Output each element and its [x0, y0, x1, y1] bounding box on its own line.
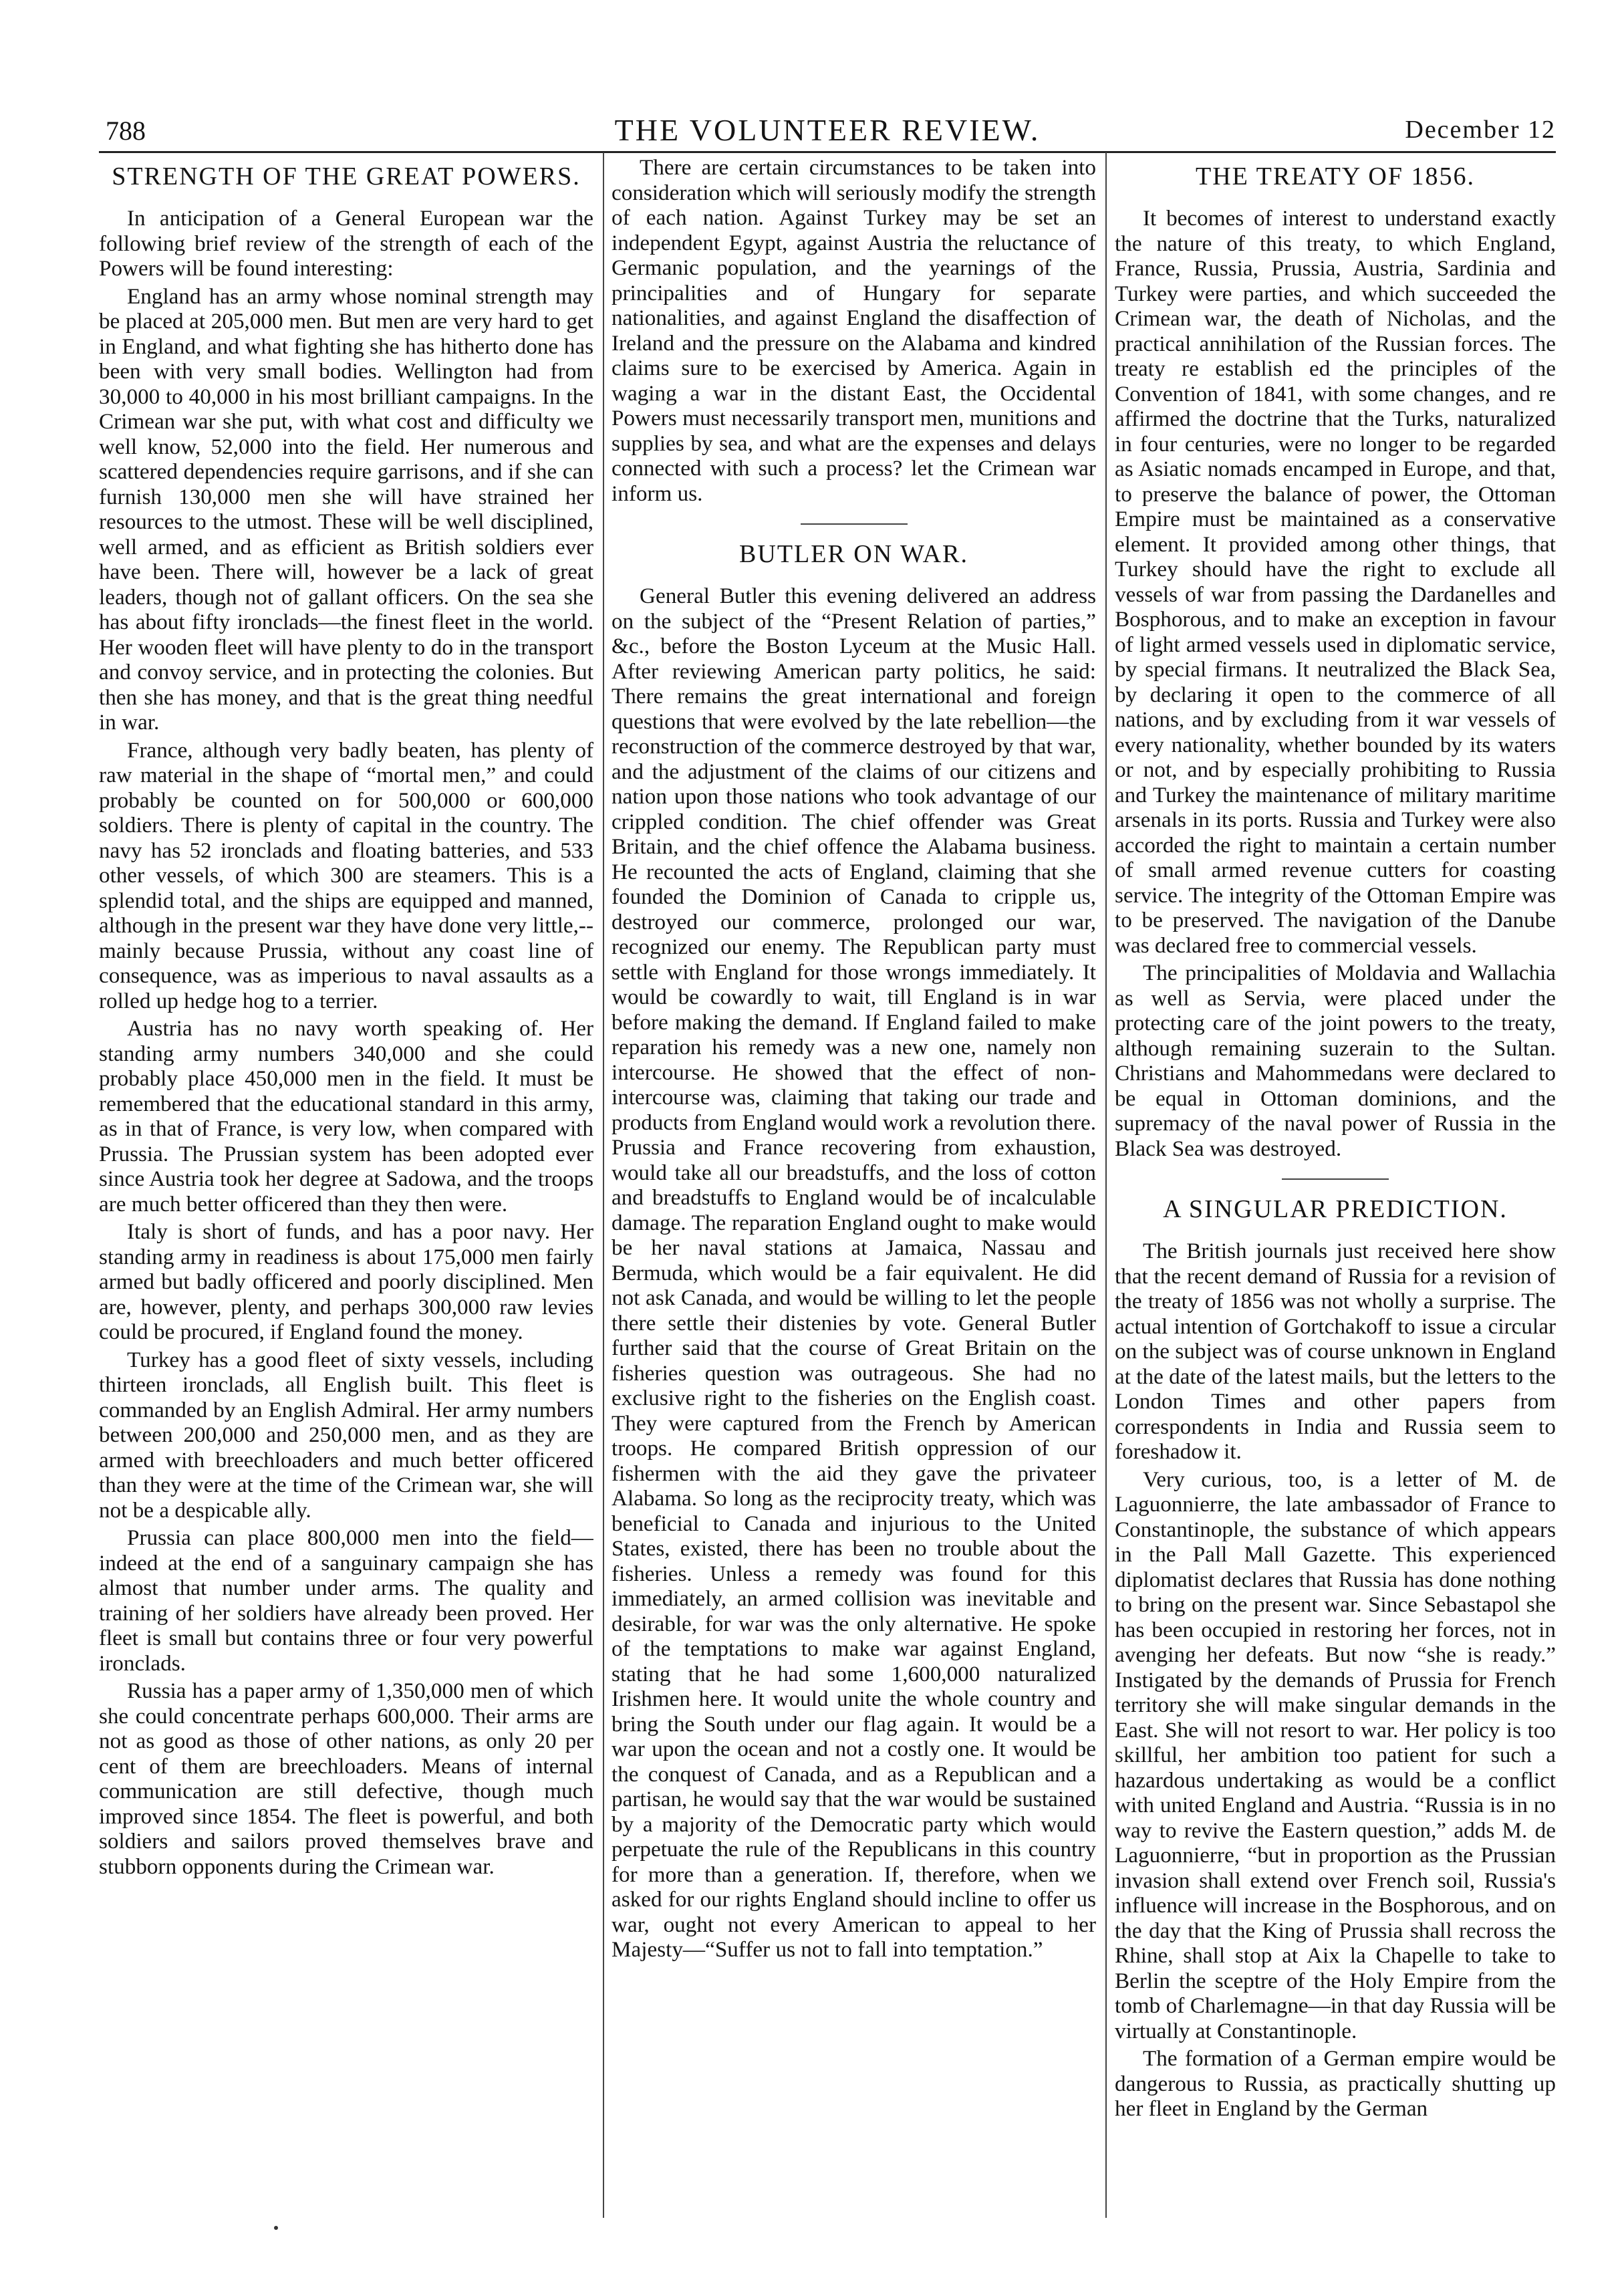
column-divider — [1105, 152, 1107, 2218]
article-paragraph: Very curious, too, is a letter of M. de Laguonnierre, the late ambassador of France to Constantinople, the substance of which appears in the Pall Mall Gazette. This experienced diplomatist declares that Russia has done nothing to bring on the present war. Since Sebastapol she has been occupied in restoring her forces, not in avenging her defeats. But now “she is ready.” Instigated by the demands of Prussia for French territory she will make singular demands in the East. She will not resort to war. Her policy is too skillful, her ambition too patient for such a hazardous undertaking as would be a conflict with united England and Austria. “Russia is in no way to revive the Eastern question,” adds M. de Laguonnierre, “but in proportion as the Prussian invasion shall extend over French soil, Russia's influence will increase in the Bosphorous, and on the day that the King of Prussia shall recross the Rhine, shall stop at Aix la Chapelle to take to Berlin the sceptre of the Holy Empire from the tomb of Charlemagne—in that day Russia will be virtually at Constantinople. — [1115, 1467, 1556, 2043]
article-paragraph: France, although very badly beaten, has plenty of raw material in the shape of “mortal men,” and could probably be counted on for 500,000 or 600,000 soldiers. There is plenty of capital in the country. The navy has 52 ironclads and floating batteries, and 533 other vessels, of which 300 are steamers. This is a splendid total, and the ships are equipped and manned, although in the present war they have done very little,--mainly because Prussia, without any coast line of consequence, was as imperious to naval assaults as a rolled up hedge hog to a terrier. — [99, 737, 593, 1013]
article-heading: STRENGTH OF THE GREAT POWERS. — [112, 162, 581, 191]
article-paragraph: Prussia can place 800,000 men into the field—indeed at the end of a sanguinary campaign she has almost that number under arms. The quality and training of her soldiers have already been proved. Her fleet is small but contains three or four very powerful ironclads. — [99, 1525, 593, 1676]
article-paragraph: The British journals just received here show that the recent demand of Russia for a revision of the treaty of 1856 was not wholly a surprise. The actual intention of Gortchakoff to issue a circular on the subject was of course unknown in England at the date of the latest mails, but the letters to the London Times and other papers from correspondents in India and Russia seem to foreshadow it. — [1115, 1239, 1556, 1464]
article-paragraph: There are certain circumstances to be taken into consideration which will seriously modify the strength of each nation. Against Turkey may be set an independent Egypt, against Austria the reluctance of Germanic population, and the yearnings of the principalities and of Hungary for separate nationalities, and against England the disaffection of Ireland and the pressure on the Alabama and kindred claims sure to be exercised by America. Again in waging a war in the distant East, the Occidental Powers must necessarily transport men, munitions and supplies by sea, and what are the expenses and delays connected with such a process? let the Crimean war inform us. — [612, 155, 1096, 506]
article-paragraph: The formation of a German empire would be dangerous to Russia, as practically shutting up her fleet in England by the German — [1115, 2046, 1556, 2121]
page-header — [99, 112, 1556, 152]
article-paragraph: General Butler this evening delivered an address on the subject of the “Present Relation of parties,” &c., before the Boston Lyceum at the Music Hall. After reviewing American party politics, he said: There remains the great international and foreign questions that were evolved by the late rebellion—the reconstruction of the commerce destroyed by that war, and the adjustment of the claims of our citizens and nation upon those nations who took advantage of our crippled condition. The chief offender was Great Britain, and the chief offence the Alabama business. He recounted the acts of England, claiming that she founded the Dominion of Canada to cripple us, destroyed our commerce, prolonged our war, recognized our enemy. The Republican party must settle with England for those wrongs immediately. It would be cowardly to wait, till England is in war before making the demand. If England failed to make reparation his remedy was a new one, namely non intercourse. He showed that the effect of non-intercourse was, claiming that taking our trade and products from England would work a revolution there. Prussia and France recovering from exhaustion, would take all our breadstuffs, and the loss of cotton and breadstuffs to England would be of incalculable damage. The reparation England ought to make would be her naval stations at Jamaica, Nassau and Bermuda, which would be a fair equivalent. He did not ask Canada, and would be willing to let the people there settle their distenies by vote. General Butler further said that the course of Great Britain on the fisheries question was outrageous. She had no exclusive right to the fisheries on the English coast. They were captured from the French by American troops. He compared British oppression of our fishermen with the aid they gave the privateer Alabama. So long as the reciprocity treaty, which was beneficial to Canada and injurious to the United States, existed, there has been no trouble about the fisheries. Unless a remedy was found for this immediately, an armed collision was inevitable and desirable, for war was the only alternative. He spoke of the temptations to make war against England, stating that he had some 1,600,000 naturalized Irishmen here. It would unite the whole country and bring the South under our flag again. It would be a war upon the ocean and not a costly one. It would be the conquest of Canada, and as a Republican and a partisan, he would say that the war would be sustained by a majority of the Democratic party which would perpetuate the rule of the Republicans in this country for more than a generation. If, therefore, when we asked for our rights England should incline to offer us war, ought not every American to appeal to her Majesty—“Suffer us not to fall into temptation.” — [612, 584, 1096, 1962]
column-3 — [1115, 155, 1556, 2214]
article-paragraph: England has an army whose nominal strength may be placed at 205,000 men. But men are very hard to get in England, and what fighting she has hitherto done has been with very small bodies. Wellington had from 30,000 to 40,000 in his most brilliant campaigns. In the Crimean war she put, with what cost and difficulty we well know, 52,000 into the field. Her numerous and scattered dependencies require garrisons, and if she can furnish 130,000 men she will have strained her resources to the utmost. These will be well disciplined, well armed, and as efficient as British soldiers ever have been. There will, however be a lack of great leaders, though not of gallant officers. On the sea she has about fifty ironclads—the finest fleet in the world. Her wooden fleet will have plenty to do in the transport and convoy service, and in protecting the colonies. But then she has money, and that is the great thing needful in war. — [99, 283, 593, 735]
article-heading: BUTLER ON WAR. — [739, 540, 968, 568]
article-heading: A SINGULAR PREDICTION. — [1163, 1195, 1508, 1223]
article-paragraph: In anticipation of a General European war the following brief review of the strength of each of the Powers will be found interesting: — [99, 206, 593, 281]
header-rule — [99, 151, 1556, 153]
article-paragraph: The principalities of Moldavia and Wallachia as well as Servia, were placed under the protecting care of the joint powers to the treaty, although remaining suzerain to the Sultan. Christians and Mahommedans were declared to be equal in Ottoman dominions, and the supremacy of the naval power of Russia in the Black Sea was destroyed. — [1115, 961, 1556, 1161]
section-divider — [801, 523, 908, 525]
page-number: 788 — [106, 116, 146, 146]
article-paragraph: It becomes of interest to understand exactly the nature of this treaty, to which England, France, Russia, Prussia, Austria, Sardinia and Turkey were parties, and which succeeded the Crimean war, the death of Nicholas, and the practical annihilation of the Russian forces. The treaty re establish ed the principles of the Convention of 1841, with some changes, and re affirmed the doctrine that the Turks, naturalized in four centuries, were no longer to be regarded as Asiatic nomads encamped in Europe, and that, to preserve the balance of power, the Ottoman Empire must be maintained as a conservative element. It provided among other things, that Turkey should have the right to exclude all vessels of war from passing the Dardanelles and Bosphorous, and to make an exception in favour of light armed vessels used in diplomatic service, by special firmans. It neutralized the Black Sea, by declaring it open to the commerce of all nations, and by excluding from it war vessels of every nationality, whether bounded by its waters or not, and by especially prohibiting to Russia and Turkey the maintenance of military maritime arsenals in its ports. Russia and Turkey were also accorded the right to maintain a certain number of small armed revenue cutters for coasting service. The integrity of the Ottoman Empire was to be preserved. The navigation of the Danube was declared free to commercial vessels. — [1115, 206, 1556, 958]
publication-title: THE VOLUNTEER REVIEW. — [614, 113, 1041, 147]
article-heading: THE TREATY OF 1856. — [1196, 162, 1475, 191]
article-paragraph: Russia has a paper army of 1,350,000 men of which she could concentrate perhaps 600,000. Their arms are not as good as those of other nations, as only 20 per cent of them are breechloaders. Means of internal communication are still defective, though much improved since 1854. The fleet is powerful, and both soldiers and sailors proved themselves brave and stubborn opponents during the Crimean war. — [99, 1678, 593, 1879]
column-2 — [612, 155, 1096, 2214]
article-paragraph: Italy is short of funds, and has a poor navy. Her standing army in readiness is about 175,000 men fairly armed but badly officered and poorly disciplined. Men are, however, plenty, and perhaps 300,000 raw levies could be procured, if England found the money. — [99, 1219, 593, 1344]
issue-date: December 12 — [1405, 116, 1556, 144]
column-divider — [603, 152, 604, 2218]
column-1 — [99, 155, 593, 2214]
article-paragraph: Turkey has a good fleet of sixty vessels, including thirteen ironclads, all English built. This fleet is commanded by an English Admiral. Her army numbers between 200,000 and 250,000 men, and as they are armed with breechloaders and much better officered than they were at the time of the Crimean war, she will not be a despicable ally. — [99, 1347, 593, 1523]
article-paragraph: Austria has no navy worth speaking of. Her standing army numbers 340,000 and she could probably place 450,000 men in the field. It must be remembered that the educational standard in this army, as in that of France, is very low, when compared with Prussia. The Prussian system has been adopted ever since Austria took her degree at Sadowa, and the troops are much better officered than they then were. — [99, 1016, 593, 1217]
print-speck — [274, 2226, 278, 2230]
section-divider — [1282, 1178, 1389, 1180]
